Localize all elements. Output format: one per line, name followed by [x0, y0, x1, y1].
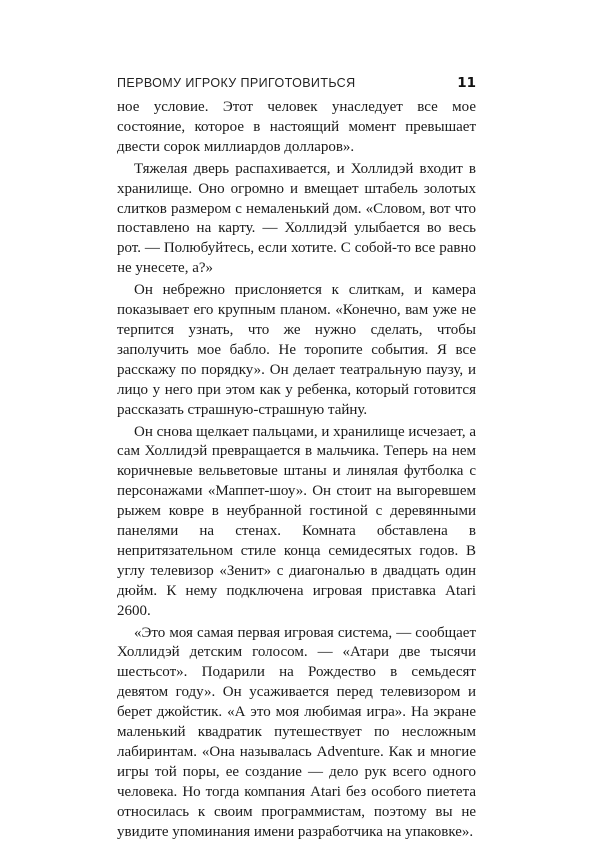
running-header — [117, 76, 476, 94]
body-text — [117, 98, 476, 843]
paragraph-continuation: ное условие. Этот человек унаследует все мое состояние, которое в настоящий момент превышает двести сорок миллиардов долларов». — [117, 99, 476, 155]
running-title: ПЕРВОМУ ИГРОКУ ПРИГОТОВИТЬСЯ — [117, 76, 356, 90]
paragraph-atari: «Это моя самая первая игровая система, — сообщает Холлидэй детским голосом. — «Атари две тысячи шестьсот». Подарили на Рождество в семьдесят девятом году». Он усаживается перед телевизором и берет джойстик. «А это моя любимая игра». На экране маленький квадратик путешествует по несложным лабиринтам. «Она называлась Adventure. Как и многие игры той поры, ее создание — дело рук всего одного человека. Но тогда компания Atari без особого пиетета относилась к своим программистам, поэтому вы не увидите упоминания имени разработчика на упаковке». — [117, 624, 476, 840]
paragraph-living-room: Он снова щелкает пальцами, и хранилище исчезает, а сам Холлидэй превращается в мальчика. Теперь на нем коричневые вельветовые штаны и линялая футболка с персонажами «Маппет-шоу». Он стоит на выгоревшем рыжем ковре в неубранной гостиной с деревянными панелями на стенах. Комната обставлена в непритязательном стиле конца семидесятых годов. В углу телевизор «Зенит» с диагональю в двадцать один дюйм. К нему подключена игровая приставка Atari 2600. — [117, 423, 476, 619]
paragraph-vault: Тяжелая дверь распахивается, и Холлидэй входит в хранилище. Оно огромно и вмещает штабель золотых слитков размером с немаленький дом. «Словом, вот что поставлено на карту. — Холлидэй улыбается во весь рот. — Полюбуйтесь, если хотите. С собой-то все равно не унесете, а?» — [117, 160, 476, 277]
paragraph-gold-bars: Он небрежно прислоняется к слиткам, и камера показывает его крупным планом. «Конечно, вам уже не терпится узнать, что же нужно сделать, чтобы заполучить мое бабло. Не торопите события. Я все расскажу по порядку». Он делает театральную паузу, и лицо у него при этом как у ребенка, который готовится рассказать страшную-страшную тайну. — [117, 282, 476, 418]
page-number: 11 — [457, 75, 476, 91]
